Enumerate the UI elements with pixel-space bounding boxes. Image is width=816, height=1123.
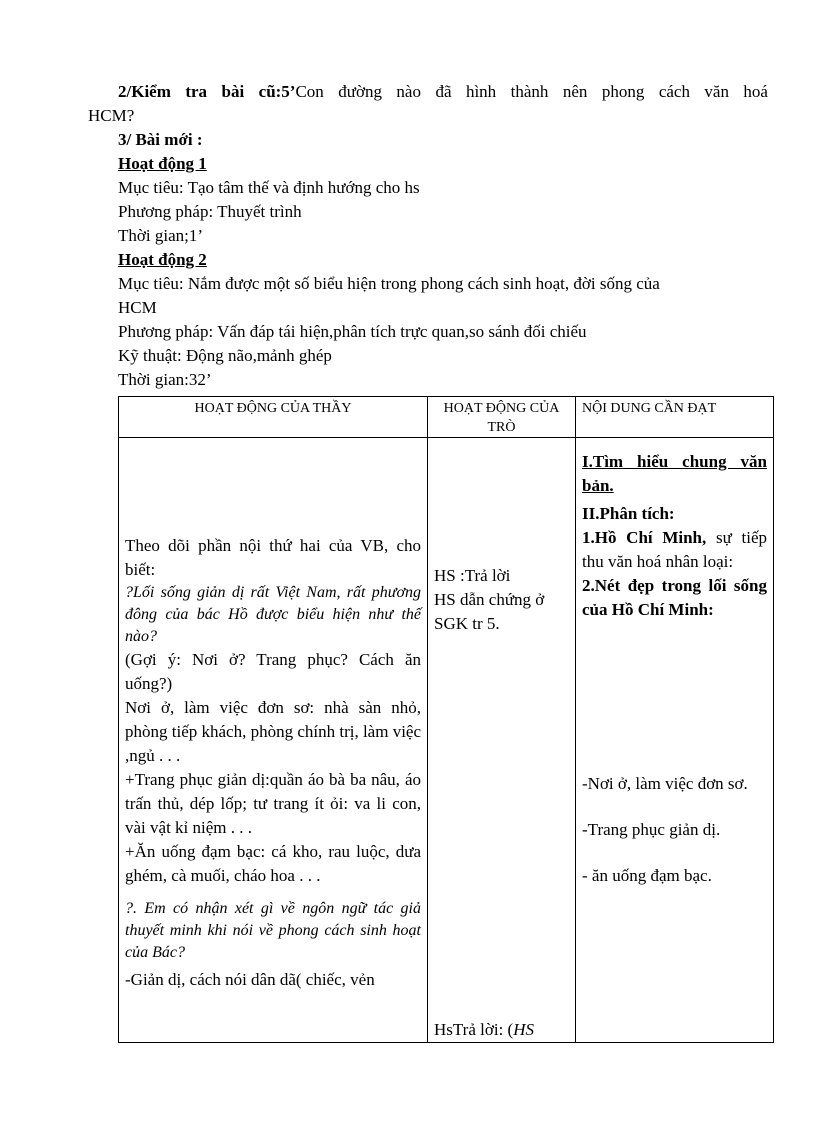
hd2-muc-tieu-cont: HCM	[118, 298, 157, 317]
teacher-hint: (Gợi ý: Nơi ở? Trang phục? Cách ăn uống?)	[125, 650, 421, 693]
hd2-phuong-phap: Phương pháp: Vấn đáp tái hiện,phân tích trực quan,so sánh đối chiếu	[118, 322, 587, 341]
content-noi-o: -Nơi ở, làm việc đơn sơ.	[582, 774, 748, 793]
table-body-row	[119, 438, 774, 1043]
hd2-thoi-gian: Thời gian:32’	[118, 370, 212, 389]
hd1-phuong-phap: Phương pháp: Thuyết trình	[118, 202, 302, 221]
lesson-activity-table	[118, 396, 774, 1043]
content-section-2-2: 2.Nét đẹp trong lối sống của Hồ Chí Minh:	[582, 576, 767, 619]
table-header-row	[119, 397, 774, 438]
bai-moi-heading: 3/ Bài mới :	[118, 130, 203, 149]
content-section-2-1: 1.Hồ Chí Minh, sự tiếp thu văn hoá nhân loại:	[582, 528, 767, 571]
student-answer-2: HsTrả lời: (HS	[434, 1020, 534, 1039]
student-evidence: HS dẫn chứng ở SGK tr 5.	[434, 590, 545, 633]
header-student-activity: HOẠT ĐỘNG CỦA TRÒ	[428, 397, 576, 438]
kiemtra-line	[88, 80, 768, 104]
content-section-1: I.Tìm hiểu chung văn bản.	[582, 452, 767, 495]
lesson-preamble	[88, 80, 768, 392]
kiemtra-label: 2/Kiểm tra bài cũ:5’	[118, 82, 296, 101]
student-activity-cell	[428, 438, 576, 1043]
teacher-answer-noi-o: Nơi ở, làm việc đơn sơ: nhà sàn nhỏ, phòng tiếp khách, phòng chính trị, làm việc ,ngủ . . .	[125, 698, 422, 765]
hoat-dong-1-title: Hoạt động 1	[118, 154, 207, 173]
header-content: NỘI DUNG CẦN ĐẠT	[576, 397, 774, 438]
teacher-activity-cell	[119, 438, 428, 1043]
hd1-muc-tieu: Mục tiêu: Tạo tâm thế và định hướng cho hs	[118, 178, 420, 197]
kiemtra-question: Con đường nào đã hình thành nên phong cách văn hoá	[295, 82, 768, 101]
content-an-uong: - ăn uống đạm bạc.	[582, 866, 712, 885]
hd1-thoi-gian: Thời gian;1’	[118, 226, 203, 245]
content-trang-phuc: -Trang phục giản dị.	[582, 820, 721, 839]
hoat-dong-2-title: Hoạt động 2	[118, 250, 207, 269]
teacher-question-1: ?Lối sống giản dị rất Việt Nam, rất phương đông của bác Hồ được biểu hiện như thế nào?	[125, 584, 421, 645]
header-teacher-activity: HOẠT ĐỘNG CỦA THẦY	[119, 397, 428, 438]
teacher-answer-an-uong: +Ăn uống đạm bạc: cá kho, rau luộc, dưa ghém, cà muối, cháo hoa . . .	[125, 842, 421, 885]
hd2-ky-thuat: Kỹ thuật: Động não,mảnh ghép	[118, 346, 332, 365]
student-answer: HS :Trả lời	[434, 566, 511, 585]
hd2-muc-tieu: Mục tiêu: Nắm được một số biểu hiện trong phong cách sinh hoạt, đời sống của	[118, 274, 660, 293]
teacher-answer-trang-phuc: +Trang phục giản dị:quần áo bà ba nâu, áo trấn thủ, dép lốp; tư trang ít ỏi: va li con, vài vật kỉ niệm . . .	[125, 770, 421, 837]
teacher-instruction: Theo dõi phần nội thứ hai của VB, cho biết:	[125, 536, 421, 579]
teacher-question-2: ?. Em có nhận xét gì về ngôn ngữ tác giả thuyết minh khi nói về phong cách sinh hoạt của Bác?	[125, 900, 421, 961]
content-section-2: II.Phân tích:	[582, 504, 675, 523]
teacher-answer-ngon-ngu: -Giản dị, cách nói dân dã( chiếc, vẻn	[125, 970, 375, 989]
content-cell	[576, 438, 774, 1043]
kiemtra-question-cont: HCM?	[88, 106, 135, 125]
